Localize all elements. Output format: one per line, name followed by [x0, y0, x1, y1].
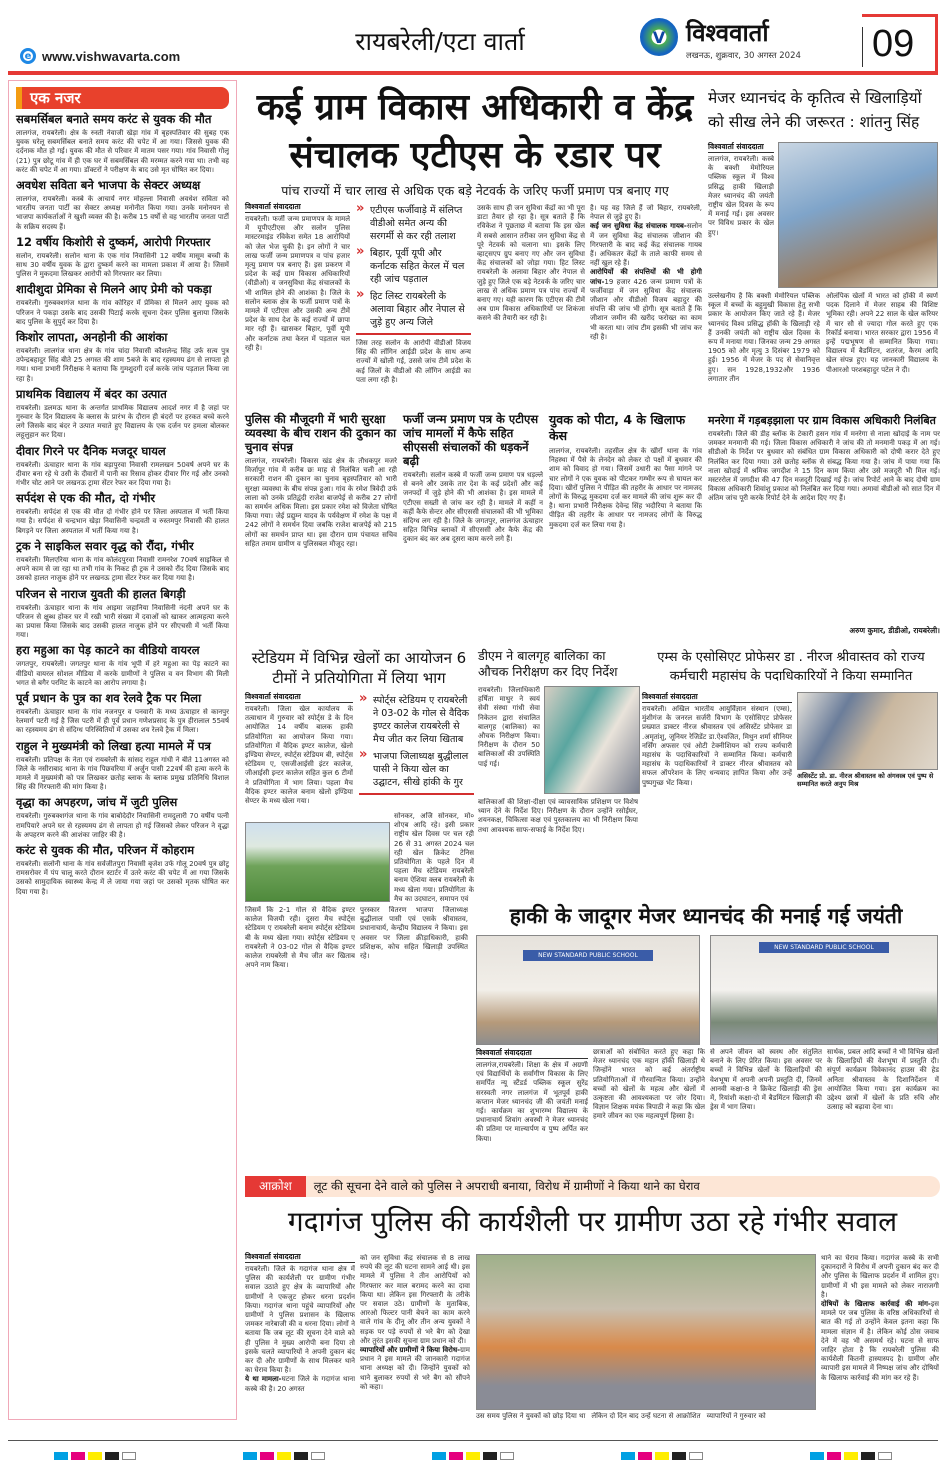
aiims-headline: एम्स के एसोसिएट प्रोफेसर डा . नीरज श्रीवास्तव को राज्य कर्मचारी महासंघ के पदाधिकारियों ने किया सम्मानित — [657, 650, 925, 684]
divider — [356, 333, 471, 335]
byline: विश्ववार्ता संवाददाता — [708, 142, 774, 153]
photo-hockey-match — [245, 822, 390, 902]
brief-headline: वृद्धा का अपहरण, जांच में जुटी पुलिस — [16, 795, 178, 810]
banner-text: लूट की सूचना देने वाले को पुलिस ने अपराधी बनाया, विरोध में ग्रामीणों ने किया थाने का घेराव — [313, 1179, 700, 1193]
article-body: रायबरेली। जिलाधिकारी हर्षिता माथुर ने स्वयं सेवी संस्था गांधी सेवा निकेतन द्वारा संचालित बालगृह (बालिका) का औचक निरीक्षण किया। निरीक्षण के दौरान 50 बालिकाओं की उपस्थिति पाई गई। — [478, 686, 540, 768]
photo-school-event-1 — [476, 935, 700, 1045]
article-body: लालगंज, रायबरेली। विकास खंड क्षेत्र के तौधकपुर मजरे मिर्जापुर गांव में करीब छः माह से निलंबित चली आ रही सरकारी राशन की दुकान का चुनाव बृहस्पतिवार को भारी सुरक्षा व्यवस्था के बीच संपन्न हुआ। गांव के रमेश त्रिवेदी उर्फ लाला को उनके प्रतिद्वंदी राजेश बाजपेई से करीब 27 लोगों का समर्थन अधिक मिला। इस प्रकार रमेश को विजेता घोषित किया गया। जेई प्रद्युम्न यादव के पर्यवेक्षण में रमेश के पक्ष में 242 लोगों ने समर्थन दिया जबकि राजेश बाजपेई को 215 लोगों का समर्थन प्राप्त था। इस दौरान ग्राम पंचायत सचिव सहित तमाम ग्रामीण व पुलिसबल मौजूद रहा। — [245, 457, 397, 548]
brief-body: रायबरेली। डलमऊ थाना के अन्तर्गत प्राथमिक विद्यालय आदर्श नगर में है जहां पर गुरुवार के दिन विद्यालय के क्लास के प्रारंभ के दौरान ही बंदरों पर हरकत बच्चे करने लगे जिसके बाद बंदर ने उत्पात मचाते हुए विद्यालय के एक दर्जन पर हमला बोलकर लहूलुहान कर दिया। — [16, 403, 229, 440]
photo-school-event-2 — [710, 935, 938, 1045]
byline: विश्ववार्ता संवाददाता — [245, 202, 350, 213]
article-body: जिस तरह सलोन के आरोपी वीडीओ विजय सिंह की लॉगिन आईडी प्रदेश के साथ अन्य राज्यों में खोली गई, उससे जांच टीमें प्रदेश के कई जिलों के वीडीओ की लॉगिन आईडी का पता लगा रही है। — [356, 339, 471, 384]
brief-body: सलोन, रायबरेली। सलोन थाना के एक गांव निवासिनी 12 वर्षीय मासूम बच्ची के साथ 30 वर्षीय युवक के द्वारा दुष्कर्म करने का मामला प्रकाश में आया है। जिसमें पुलिस ने मुकदमा लिखकर आरोपी को गिरफ्तार कर लिया। — [16, 251, 229, 279]
brief-headline: परिजन से नाराज युवती की हालत बिगड़ी — [16, 586, 186, 601]
brief-headline: पूर्व प्रधान के पुत्र का शव रेलवे ट्रैक पर मिला — [16, 690, 202, 705]
brief-headline: अवधेश सविता बने भाजपा के सेक्टर अध्यक्ष — [16, 178, 201, 193]
brief-headline: शादीशुदा प्रेमिका से मिलने आए प्रेमी को पकड़ा — [16, 282, 212, 297]
lead-col4 — [590, 204, 702, 406]
brief-body: रायबरेली। प्रतिपक्ष के नेता एवं रायबरेली के सांसद राहुल गांधी ने बीते 11अगस्त को जिले के नसीराबाद थाना के गांव पिछवरिया में अर्जुन पासी 22वर्ष की हत्या करने के मामले में मुख्यमंत्री को पत्र लिखकर छतोह ब्लाक के ब्लाक प्रमुख प्रतिनिधि विशाल सिंह की गिरफ्तारी की मांग किया है। — [16, 755, 229, 792]
bullet-point: » बिहार, पूर्वी यूपी और कर्नाटक सहित केरल में चल रही जांच पड़ताल — [356, 247, 471, 286]
website-text: www.vishwavarta.com — [42, 48, 181, 64]
byline: विश्ववार्ता संवाददाता — [245, 1252, 355, 1263]
subhead: दोषियों के खिलाफ कार्रवाई की मांग- — [821, 1300, 931, 1309]
article-body: रायबरेली। जिला खेल कार्यालय के तत्वाधान में गुरुवार को स्पोर्ट्स डे के दिन आयोजित 14 वर्षीय बालक हाकी प्रतियोगिता का आयोजन किया गया। प्रतियोगिता में वैदिक इण्टर कालेज, खेलो इण्डिया सेण्टर, स्पोर्ट्स स्टेडियम बी, स्पोर्ट्स स्टेडियम ए, एसजीआईसी इंटर कालेज, जीआईसी इन्टर कालेज सहित कुल 6 टीमों ने प्रतियोगिता में भाग लिया। पहला मैच वैदिक इण्टर कालेज बनाम खेलो इण्डिया सेण्टर के मध्य खेला गया। — [245, 705, 353, 806]
school-banner: NEW STANDARD PUBLIC SCHOOL — [759, 942, 889, 953]
article-body: उस समय पुलिस ने युवकों को छोड़ दिया था लेकिन दो दिन बाद उन्हें घटना से आक्रोशित व्यापारियों ने गुरुवार को — [476, 1412, 766, 1420]
story-headline: मनरेगा में गड़बड़झाला पर ग्राम विकास अधिकारी निलंबित — [708, 414, 936, 427]
ration-story — [245, 412, 397, 642]
article-body: घटना जिले के गदागंज थाना कस्बे की है। 20 अगस्त — [245, 1375, 355, 1393]
brief-headline: राहुल ने मुख्यमंत्री को लिखा हत्या मामले में पत्र — [16, 738, 211, 753]
article-body: बालिकाओं की शिक्षा-दीक्षा एवं व्यावसायिक प्रशिक्षण पर विशेष ध्यान देने के निर्देश दिए। निरीक्षण के दौरान उन्होंने रसोईघर, शयनकक्ष, चिकित्सा कक्ष एवं पुस्तकालय का भी निरीक्षण किया तथा आवश्यक साफ-सफाई के निर्देश दिए। — [478, 798, 638, 834]
brief-headline: करंट से युवक की मौत, परिजन में कोहराम — [16, 842, 195, 857]
article-body: जिसमें कि 2-1 गोल से वैदिक इण्टर कालेज विजयी रही। दूसरा मैच स्पोर्ट्स स्टेडियम ए रायबरेली बनाम स्पोर्ट्स स्टेडियम बी के मध्य खेला गया। स्पोर्ट्स स्टेडियम ए रायबरेली ने 03-02 गोल से वैदिक इण्टर कालेज रायबरेली से मैच जीत कर खिताब अपने नाम किया। — [245, 906, 355, 970]
article-body: उसके साथ ही जन सुविधा केंद्रों का भी पूरा डाटा तैयार हो रहा है। सूत्र बताते हैं कि रविकेश ने पूछताछ में बताया कि इस खेल में सबसे आसान तरीका जन सुविधा केंद्र से पूरे नेटवर्क को चलाना था। इसके लिए व्हाट्सएप ग्रुप बनाए गए और जन सुविधा केंद्र संचालकों को जोड़ा गया। हिट लिस्ट रायबरेली के अलावा बिहार और नेपाल से जुड़े हुए जिले एक बड़े नेटवर्क के जरिए चार लाख से अधिक प्रमाण पत्र पांच राज्यों में बनाए गए। यही कारण कि एटीएस की टीमें अब ग्राम विकास अधिकारियों पर शिकंजा कसने की तैयारी कर रही है। — [477, 204, 585, 323]
akrosh-banner — [245, 1176, 940, 1197]
brand-logo-icon: V — [640, 18, 678, 56]
story-headline: पुलिस की मौजूदगी में भारी सुरक्षा व्यवस्था के बीच राशन की दुकान का चुनाव संपन्न — [245, 412, 397, 454]
subhead: आरोपियों की संपत्तियों की भी होगी जांच- — [590, 268, 702, 286]
school-banner: NEW STANDARD PUBLIC SCHOOL — [523, 950, 653, 961]
brief-body: रायबरेली। लालगंज थाना क्षेत्र के गांव चांदा निवासी कौशलेन्द्र सिंह उर्फ सत्य पुत्र उपेन्द्रबहादुर सिंह बीते 25 अगस्त की शाम 5बजे के बाद रहस्यमय ढंग से लापता हो गया। थाना प्रभारी निरीक्षक ने बताया कि गुमशुदगी दर्ज करके जांच पड़ताल किया जा रहा है। — [16, 347, 229, 383]
lead-headline: कई ग्राम विकास अधिकारी व केंद्र संचालक एटीएस के रडार पर — [256, 87, 694, 176]
ek-nazar-label: एक नजर — [16, 87, 229, 109]
color-registration-marks — [0, 1452, 945, 1460]
article-body: सोनकर, अजि सोनकर, मो० शोएब आदि रहे। इसी प्रकार राष्ट्रीय खेल दिवस पर चल रही 26 से 31 अगस्त 2024 चल रही खेल क्रिकेट टेनिस प्रतियोगिता के पहले दिन में पहला मैच स्टेडियम रायबरेली बनाम ऐशिया क्लब रायबरेली के मध्य खेला गया। प्रतियोगिता के मैच का उदघाटन, समापन एवं — [394, 812, 474, 902]
bullet-point: » स्पोर्ट्स स्टेडियम ए रायबरेली ने 03-02 के गोल से वैदिक इण्टर कालेज रायबरेली से मैच जीत कर लिया खिताब — [359, 694, 474, 746]
dateline: लखनऊ, शुक्रवार, 30 अगस्त 2024 — [686, 51, 801, 61]
lead-subhead: पांच राज्यों में चार लाख से अधिक एक बड़े नेटवर्क के जरिए फर्जी प्रमाण पत्र बनाए गए — [281, 183, 669, 198]
article-body: इस मामले पर जब पुलिस के वरिष्ठ अधिकारियों से बात की गई तो उन्होंने केवल इतना कहा कि मामला संज्ञान में है। लेकिन कोई ठोस जवाब देने में वह भी असमर्थ रहे। घटना से साफ जाहिर होता है कि रायबरेली पुलिस की कार्यशैली कितनी हास्यास्पद है। ग्रामीण और व्यापारी इस मामले में निष्पक्ष जांच और दोषियों के खिलाफ कार्रवाई की मांग कर रहे हैं। — [821, 1300, 939, 1382]
banner-tag: आक्रोश — [245, 1176, 306, 1197]
brief-headline: प्राथमिक विद्यालय में बंदर का उत्पात — [16, 386, 167, 401]
subhead: व्यापारियों और ग्रामीणों ने किया विरोध- — [360, 1346, 461, 1355]
brief-body: रायबरेली। मिलएरिया थाना के गांव कोलंदपुरवा निवासी रामनरेश 70वर्ष साइकिल से अपने काम से जा रहा था तभी गांव के निकट ही ट्रक ने उसको रौंद दिया जिसके बाद उसको हालत नाजुक होने पर लखनऊ ट्रामा सेंटर रेफर कर दिया गया है। — [16, 555, 229, 583]
article-body: ओलंपिक खेलों में भारत को हॉकी में स्वर्ण पदक दिलाने में मेजर साहब की विशिष्ट भूमिका रही। अपने 22 साल के खेल करियर में चार सौ से ज्यादा गोल करते हुए एक रिकॉर्ड बनाया। भारत सरकार द्वारा 1956 में इन्हें पद्मभूषण से सम्मानित किया गया। विद्यालय में बैडमिंटन, शतरंज, कैरम आदि खेल संपन्न हुए। यह जानकारी विद्यालय के पीआरओ परशबहादुर पटेल ने दी। — [826, 292, 938, 374]
brief-body: लालगंज, रायबरेली। कस्बे के आचार्य नगर मोहल्ला निवासी अवधेश सविता को भारतीय जनता पार्टी का सेक्टर अध्यक्ष मनोनीत किया गया। उनके मनोनयन से भाजपा कार्यकर्ताओं ने खुशी व्यक्त की है। करीब 15 वर्षों से वह भारतीय जनता पार्टी के सक्रिय सदस्य हैं। — [16, 195, 229, 231]
article-body: रायबरेली। जिले के गदागंज थाना क्षेत्र में पुलिस की कार्यशैली पर ग्रामीण गंभीर सवाल उठाते हुए क्षेत्र के व्यापारियों और ग्रामीणों ने एकजुट होकर धरना प्रदर्शन किया। गदागंज थाना पहुंचे व्यापारियों और ग्रामीणों ने पुलिस प्रशासन के खिलाफ जमकर नारेबाजी की व धरना दिया। लोगों ने बताया कि जब लूट की सूचना देने वाले को ही पुलिस ने मुख्य आरोपी बना दिया तो इसके चलते व्यापारियों ने अपनी दुकान बंद कर दी और ग्रामीणों के साथ मिलकर थाने का घेराव किया है। — [245, 1265, 355, 1375]
article-body: छात्राओं को संबोधित करते हुए कहा कि मेजर ध्यानचंद एक महान हॉकी खिलाड़ी थे जिन्होंने भारत को कई अंतर्राष्ट्रीय प्रतियोगिताओं में गौरवान्वित किया। उन्होंने बच्चों को खेलों के महत्व और खेलों में उत्कृष्टता की आवश्यकता पर जोर दिया। विज्ञान शिक्षक मयंक त्रिपाठी ने कहा कि खेल हमारे जीवन का एक महत्वपूर्ण हिस्सा है। — [593, 1048, 705, 1121]
ats-cafe-story — [403, 412, 543, 642]
assault-story — [549, 412, 702, 642]
credit-line: अरुण कुमार, डीडीओ, रायबरेली। — [849, 626, 940, 635]
brief-headline: 12 वर्षीय किशोरी से दुष्कर्म, आरोपी गिरफ्तार — [16, 234, 211, 249]
brief-headline: सबमर्सिबल बनाते समय करंट से युवक की मौत — [16, 112, 212, 126]
story-headline: फर्जी जन्म प्रमाण पत्र के एटीएस जांच मामलों में कैफे सहित सीएससी संचालकों की धड़कनें बढ़ी — [403, 412, 539, 468]
photo-students-chess — [778, 142, 938, 288]
brief-headline: दीवार गिरने पर दैनिक मजदूर घायल — [16, 443, 166, 458]
article-body: थाने का घेराव किया। गदागंज कस्बे के सभी दुकानदारों ने विरोध में अपनी दुकान बंद कर दी और पुलिस के खिलाफ प्रदर्शन में शामिल हुए। ग्रामीणों में भी इस मामले को लेकर नाराजगी है। — [821, 1254, 939, 1299]
lead-bullets — [356, 204, 471, 385]
dhyanchand-intro — [708, 142, 774, 290]
brief-body: रायबरेली। गुरुबक्शगंज थाना के गांव बाबोदेदौर निवासिनी रामदुलारी 70 वर्षीय पत्नी रामपियारे अपने घर से रहस्यमय ढंग से लापता हो गई जिसको लेकर परिजन ने वृद्धा के अपहरण करने की आशंका जाहिर की है। — [16, 812, 229, 839]
byline: विश्ववार्ता संवाददाता — [476, 1048, 588, 1059]
browser-e-icon: e — [20, 48, 36, 64]
hockey-headline: हाकी के जादूगर मेजर ध्यानचंद की मनाई गई जयंती — [509, 904, 903, 928]
article-body: लालगंज,रायबरेली। शिक्षा के क्षेत्र में अग्रणी एवं विद्यार्थियों के सर्वांगीण विकास के लिए समर्पित न्यू स्टैंडर्ड पब्लिक स्कूल सुरेंद्र सरस्वती नगर लालगंज में भूतपूर्व हाकी कप्तान मेजर ध्यानचंद जी की जयंती मनाई गई। कार्यक्रम का शुभारम्भ विद्यालय के प्रधानाचार्य शिवांग अवस्थी ने मेजर ध्यानचंद की प्रतिमा पर माल्यार्पण व पुष्प अर्पित कर किया। — [476, 1061, 588, 1143]
footer-rule — [8, 1440, 938, 1441]
article-body: ग्राम प्रधान ने इस मामले की जानकारी गदागंज थाना अध्यक्ष को दी। जिन्होंने युवकों को थाने बुलाकर रुपयों से भरे बैग को सौंपने को कहा। — [360, 1346, 470, 1391]
mnrega-story — [708, 414, 940, 642]
photo-caption: असिस्टेंट प्रो. डा. नीरज श्रीवास्तव को अंगवस्त्र एवं पुष्प से सम्मानित करते अनुप मिश्र — [797, 772, 934, 788]
brief-headline: ट्रक ने साइकिल सवार वृद्ध को रौंदा, गंभीर — [16, 538, 194, 553]
article-body: सार्थक, प्रबल आदि बच्चों ने भी विभिन्न खेलों के खिलाड़ियों की वेशभूषा में प्रस्तुति दी। संपूर्ण कार्यक्रम विवेकानंद हाउस की हेड अनिता श्रीवास्तव के दिशानिर्देशन में आयोजित किया गया। इस कार्यक्रम का उद्देश्य छात्रों में खेलों के प्रति रुचि और उत्साह को बढ़ावा देना था। — [827, 1048, 939, 1112]
website-url[interactable] — [20, 48, 180, 64]
brief-body: रायबरेली। गुरुबक्शगंज थाना के गांव कोरिहर में प्रेमिका से मिलने आए युवक को परिजन ने पकड़ा उसके बाद उसकी पिटाई करके सूचना देकर पुलिस बुलाया जिसके बाद पुलिस के सुपुर्द कर दिया है। — [16, 299, 229, 326]
header-rule — [8, 71, 938, 75]
page-number-box — [862, 14, 938, 72]
brief-body: रायबरेली। ऊंचाहार थाना के गांव बड़ापुरवा निवासी रामलखन 50वर्ष अपने घर के दीवार बना रहे थे उसी के दीवारों में पानी का रिसाव होकर दीवार गिर गई और उनको गंभीर चोट आने पर लखनऊ ट्रामा सेंटर रेफर कर दिया गया है। — [16, 460, 229, 488]
bullet-point: » हिट लिस्ट रायबरेली के अलावा बिहार और नेपाल से जुड़े हुए अन्य जिले — [356, 290, 471, 329]
byline: विश्ववार्ता संवाददाता — [245, 692, 353, 703]
bullet-point: » भाजपा जिलाध्यक्ष बुद्धीलाल पासी ने किया खेल का उद्घाटन, सीखे हांकी के गुर — [359, 750, 474, 789]
article-body: रायबरेली। अखिल भारतीय आयुर्विज्ञान संस्थान (एम्स), मुंशीगंज के जनरल सर्जरी विभाग के एसोसिएट प्रोफेसर प्रख्यात डाक्टर नीरज श्रीवास्तव एवं असिस्टेंट प्रोफेसर डा .अमृतांशु, जूनियर रेजिडेंट डा.ऐश्वजित, मिथुन शर्मा सीनियर नर्सिंग अफसर एवं ओटी टेक्नीशियन को राज्य कर्मचारी महासंघ के पदाधिकारियों ने सम्मानित किया। कर्मचारी महासंघ के पदाधिकारियों ने डाक्टर नीरज श्रीवास्तव को सफल ऑपरेशन के लिए धन्यवाद ज्ञापित किया और उन्हें पुष्पगुच्छ भेंट किया। — [642, 705, 792, 787]
brief-body: रायबरेली। ऊंचाहार थाना के गांव नजनपुर व पनवारी के मध्य ऊंचाहार से कानपुर रेलमार्ग पटरी गई है जिस पटरी में ही पूर्व प्रधान गणेशप्रसाद के पुत्र हीरालाल 55वर्ष का रहस्यमय ढंग से संदिग्ध परिस्थितियों में उसका शव रेलवे ट्रैक में मिला। — [16, 707, 229, 735]
brief-body: रायबरेली। ऊंचाहार थाना के गांव आइमा जहानिया निवासिनी नंदनी अपने घर के परिजन से क्षुब्ध होकर घर में रखी भारी संख्या में दवाओं को खाकर आत्महत्या करने का प्रयास किया जिसके बाद उसकी हालत नाजुक होने पर सीएचसी में भर्ती किया गया। — [16, 603, 229, 640]
stadium-bullets — [359, 694, 474, 795]
photo-felicitation — [797, 692, 938, 770]
brief-body: रायबरेली। सलोनी थाना के गांव सर्वजीतपुरा निवासी बृजेश उर्फ गोलू 20वर्ष पुत्र छोटू रामसरोवर में पंप चालू करते दौरान स्टार्टर में उतरे करंट की चपेट में आ गया जिसके उसको सामुदायिक स्वास्थ्य केन्द्र में ले जाया गया जहां पर उसको मृतक घोषित कर दिया गया है। — [16, 859, 229, 896]
article-body: है। यह वह जिले हैं जो बिहार, रायबरेली, नेपाल से जुड़े हुए हैं। — [590, 204, 702, 222]
divider — [359, 793, 474, 795]
article-body: 19 हजार 426 जन्म प्रमाण पत्रों के फर्जीवाड़ा में जन सुविधा केंद्र संचालक जीशान और वीडीओ विजय बहादुर की संपत्ति की जांच भी होगी। सूत्र बताते हैं कि जीशान जमीन की खरीद फरोख्त का काम भी करता था। जांच टीम इसकी भी जांच कर रही है। — [590, 277, 702, 341]
article-body: रायबरेली। फर्जी जन्म प्रमाणपत्र के मामले में यूपीएटीएस और सलोन पुलिस मास्टरमाइंड रविकेश समेत 18 आरोपियों को जेल भेज चुकी है। इन लोगों ने चार लाख फर्जी जन्म प्रमाणपत्र व पांच हजार मृत्यु प्रमाण पत्र बनाए हैं। इस प्रकरण में प्रदेश के कई ग्राम विकास अधिकारियों (वीडीओ) व जनसुविधा केंद्र संचालकों के भी शामिल होने की आशंका है। जिले के सलोन ब्लाक क्षेत्र के फर्जी प्रमाण पत्रों के मामले में एटीएस और उसकी अन्य टीमें प्रदेश के साथ देश के कई राज्यों में छापा मार रही हैं। खासकर बिहार, पूर्वी यूपी और कर्नाटक तथा केरल में पड़ताल चल रही है। — [245, 215, 350, 352]
article-body: रायबरेली। जिले की डीह ब्लॉक के टेकारी हसन गांव में मनरेगा से नाला खोदाई के नाम पर जमकर मनमानी की गई। जिला विकास अधिकारी ने जांच की तो मनमानी पकड़ में आ गई। सीडीओ के निर्देश पर बुधवार को संबंधित ग्राम विकास अधिकारी को दोषी करार देते हुए निलंबित कर दिया गया। उसे छतोह ब्लॉक से संबद्ध किया गया है। जांच में पाया गया कि नाला खोदाई में श्रमिक जगदीश ने 15 दिन काम किया और उसे मजदूरी भी मिल गई। मस्टररोल में जगदीश की 47 दिन मजदूरी दिखाई गई है। जांच रिपोर्ट आने के बाद दोषी ग्राम विकास अधिकारी शिवांशु प्रकाश को निलंबित कर दिया गया। अमावां बीडीओ को सात दिन में अंतिम जांच पूरी करके रिपोर्ट देने के आदेश दिए गए हैं। — [708, 430, 940, 503]
bullet-point: » एटीएस फर्जीवाड़े में संलिप्त वीडीओ समेत अन्य की सरगर्मी से कर रही तलाश — [356, 204, 471, 243]
dm-headline: डीएम ने बालगृह बालिका का औचक निरीक्षण कर दिए निर्देश — [478, 648, 618, 679]
article-body: को जन सुविधा केंद्र संचालक से 8 लाख रुपये की लूट की घटना सामने आई थी। इस मामले में पुलिस ने तीन आरोपियों को गिरफ्तार कर माल बरामद करने का दावा किया था। लेकिन इस गिरफ्तारी के तरीके पर सवाल उठे। ग्रामीणों के मुताबिक, आरओ फिल्टर पानी बेचने का काम करने वाले गांव के दीनू और तीन अन्य युवकों ने सड़क पर पड़े रुपयों से भरे बैग को देखा और तुरंत इसकी सूचना ग्राम प्रधान को दी। — [360, 1254, 470, 1345]
bottom-headline: गदागंज पुलिस की कार्यशैली पर ग्रामीण उठा रहे गंभीर सवाल — [287, 1205, 898, 1238]
page-number: 09 — [872, 23, 915, 65]
hockey-col1 — [476, 1048, 588, 1168]
aiims-col — [642, 692, 792, 898]
subhead: कई जन सुविधा केंद्र संचालक गायब- — [590, 222, 687, 231]
stadium-headline: स्टेडियम में विभिन्न खेलों का आयोजन 6 टीमों ने प्रतियोगिता में लिया भाग — [251, 649, 467, 687]
brief-body: जगतपुर, रायबरेली। जगतपुर थाना के गांव भूपी में हरे महुआ का पेड़ काटने का वीडियो वायरल सोशल मीडिया में करके ग्रामीणों ने पुलिस व वन विभाग की मिली भगत से बगैर परमिट के काटने का आरोप लगाया है। — [16, 660, 229, 687]
brief-headline: किशोर लापता, अनहोनी की आशंका — [16, 330, 168, 345]
brief-body: रायबरेली। सर्पदंश से एक की मौत दो गंभीर होने पर जिला अस्पताल में भर्ती किया गया है। सर्पदंश से चन्द्रभान खेड़ा निवासिनी चन्द्रवती व रुस्तमपुर निवासी की हालत बिगड़ने पर जिला अस्पताल में भर्ती किया गया है। — [16, 508, 229, 535]
ek-nazar-column — [8, 80, 237, 1420]
photo-dm-inspection — [544, 686, 640, 794]
brief-headline: हरा महुआ का पेड़ काटने का वीडियो वायरल — [16, 643, 200, 658]
article-body: पुरस्कार वितरण भाजपा जिलाध्यक्ष बुद्धीलाल पासी एवं एसके श्रीवास्तव, प्रधानाचार्य, केन्द्रीय विद्यालय ने किया। इस अवसर पर जिला क्रीड़ाधिकारी, हाकी प्रशिक्षक, कोच सहित खिलाड़ी उपस्थित रहे। — [360, 906, 468, 961]
article-body: लालगंज, रायबरेली। तहसील क्षेत्र के खीरों थाना के गांव निहस्था में पैसे के लेनदेन को लेकर दो पक्षों में बुधवार की शाम को विवाद हो गया। जिसमें उधारी का पैसा मांगने पर चार लोगों ने एक युवक को पीटकर गम्भीर रूप से घायल कर दिया। खीरों पुलिस ने पीड़ित की तहरीर के आधार पर नामजद लोगों के विरुद्ध मुकदमा दर्ज कर मामले की जांच शुरू कर दी है। थाना प्रभारी निरीक्षक देवेन्द्र सिंह भदौरिया ने बताया कि पीड़ित की तहरीर के आधार पर नामजद लोगों के विरुद्ध मुकदमा दर्ज कर लिया गया है। — [549, 447, 702, 529]
article-body: रायबरेली। सलोन कस्बे में फर्जी जन्म प्रमाण पत्र धड़ल्ले से बनने और उसके तार देश के कई प्रदेशों और कई जनपदों में जुड़े होने की भी आशंका है। इस मामले में एटीएस सख्ती से जांच कर रही है। मामले में कहीं न कहीं कैफे सेन्टर और सीएससी संचालकों की भी भूमिका संदिग्ध लग रही है। जिले के जगतपुर, लालगंज ऊंचाहार सहित विभिन्न ब्लाकों में सीएससी और कैफे केंद्र की दुकान बंद कर अब दूसरा काम करने लगे हैं। — [403, 471, 543, 544]
article-body: लालगंज, रायबरेली। कस्बे के बक्शी मेमोरियल पब्लिक स्कूल में विश्व प्रसिद्ध हाकी खिलाड़ी मेजर ध्यानचंद की जयंती राष्ट्रीय खेल दिवस के रूप में मनाई गई। इस अवसर पर विविध प्रकार के खेल हुए। — [708, 155, 774, 237]
article-body: सलोन में जन सुविधा केंद्र संचालक जीशान की गिरफ्तारी के बाद कई केंद्र संचालक गायब हैं। अधिकतर केंद्रों के ताले काफी समय से नहीं खुल रहे हैं। — [590, 222, 702, 268]
subhead: ये था मामला- — [245, 1375, 282, 1384]
brief-body: लालगंज, रायबरेली। क्षेत्र के रुस्ती नेवाजी खेड़ा गांव में बृहस्पतिवार की सुबह एक युवक घरेलू सबमर्सिबल बनाते समय करंट की चपेट में आ गया। जिससे युवक की दर्दनाक मौत हो गई। युवक की मौत से परिवार में मातम पसर गया। गांव निवासी गोलू (21) पुत्र छोटू गांव में ही एक घर में सबमर्सिबल की मरम्मत करने गया था। तभी वह करंट की चपेट में आ गया। डॉक्टरों ने परीक्षण के बाद उसे मृत घोषित कर दिया। — [16, 129, 229, 174]
article-body: उल्लेखनीय है कि बक्शी मेमोरियल पब्लिक स्कूल में बच्चों के बहुमुखी विकास हेतु सभी प्रकार के आयोजन किए जाते रहे हैं। मेजर ध्यानचंद विश्व प्रसिद्ध हॉकी के खिलाड़ी रहे हैं उनकी जयंती को राष्ट्रीय खेल दिवस के रूप में मनाया गया। जिनका जन्म 29 अगस्त 1905 को और मृत्यु 3 दिसंबर 1979 को हुई। 1956 में मेजर के पद से सेवानिवृत्त हुए। सन 1928,1932और 1936 लगातार तीन — [708, 292, 820, 383]
photo-villagers-protest — [476, 1254, 816, 1410]
lead-col1 — [245, 202, 350, 407]
byline: विश्ववार्ता संवाददाता — [642, 692, 792, 703]
story-headline: युवक को पीटा, 4 के खिलाफ केस — [549, 412, 686, 443]
article-body: से अपने जीवन को स्वस्थ और संतुलित बनाने के लिए प्रेरित किया। इस अवसर पर बच्चों ने विभिन्न खेलों के खिलाड़ियों की वेशभूषा में अपनी अपनी प्रस्तुति दी, जिनमें आनवी कक्षा-8 ने क्रिकेट खिलाड़ी की ड्रेस में, रियांशी कक्षा-दो में बैडमिंटन खिलाड़ी की ड्रेस में भाग लिया। — [710, 1048, 822, 1112]
dhyanchand-headline: मेजर ध्यानचंद के कृतित्व से खिलाड़ियों को सीख लेने की जरूरत : शांतनु सिंह — [708, 89, 922, 131]
section-title: रायबरेली/एटा वार्ता — [355, 27, 525, 56]
brand-name: विश्ववार्ता — [686, 19, 769, 47]
bottom-col1 — [245, 1252, 355, 1428]
stadium-col1 — [245, 692, 353, 817]
brief-headline: सर्पदंश से एक की मौत, दो गंभीर — [16, 491, 156, 506]
